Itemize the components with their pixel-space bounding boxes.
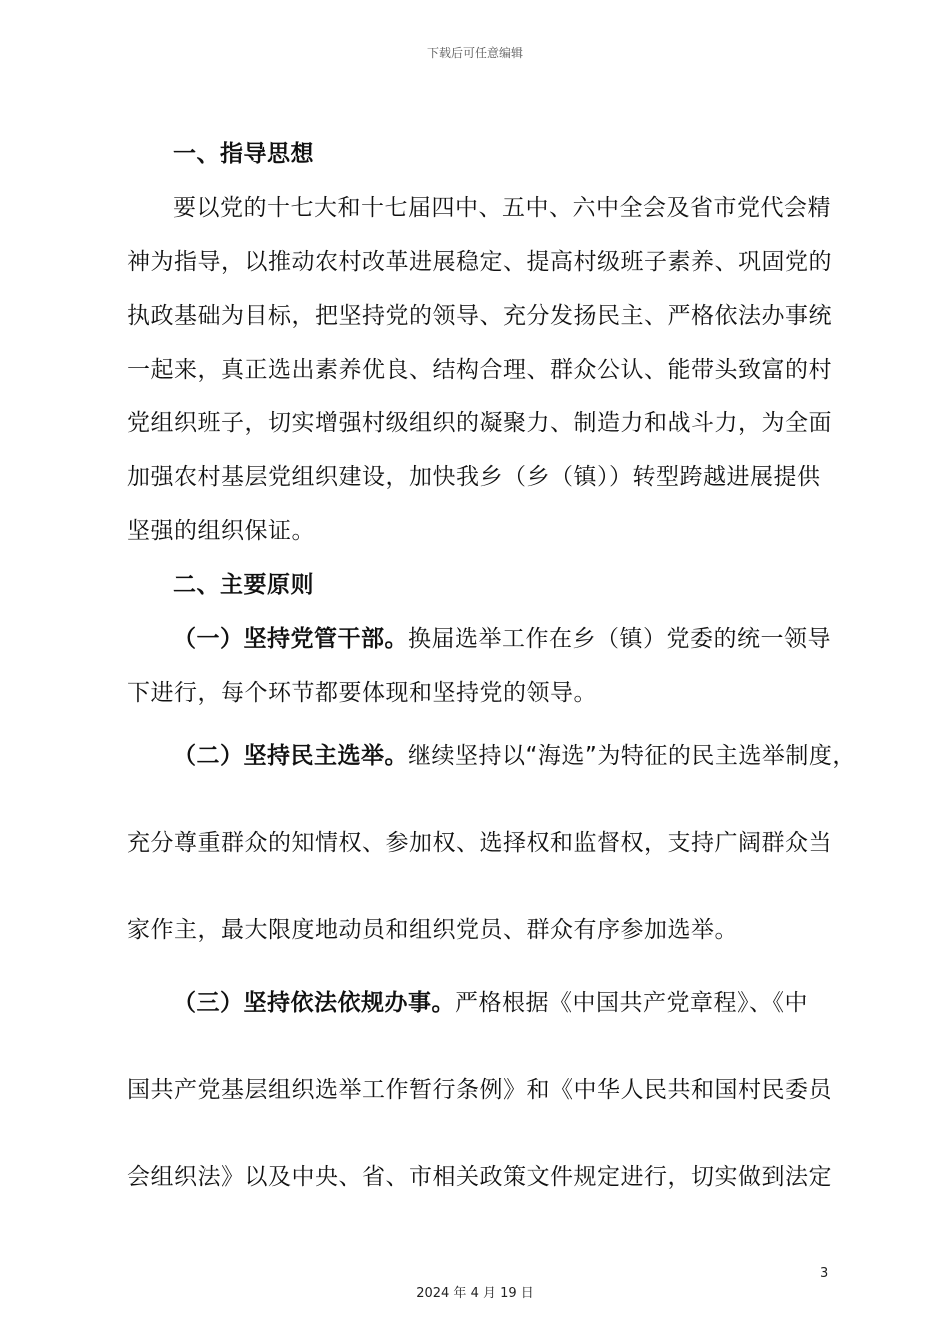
paragraph-line: 神为指导，以推动农村改革进展稳定、提高村级班子素养、巩固党的 [127, 249, 832, 275]
paragraph-line: 一起来，真正选出素养优良、结构合理、群众公认、能带头致富的村 [127, 357, 832, 383]
footer-date: 2024 年 4 月 19 日 [416, 1286, 534, 1301]
principle-1-text: 换届选举工作在乡（镇）党委的统一领导 [408, 626, 831, 652]
section-title-main-principles: 二、主要原则 [173, 572, 314, 598]
principle-1-title: （一）坚持党管干部。 [173, 626, 408, 652]
section-title-guiding-ideology: 一、指导思想 [173, 141, 314, 167]
principle-3-title: （三）坚持依法依规办事。 [173, 990, 455, 1016]
paragraph-line: 坚强的组织保证。 [127, 518, 315, 544]
paragraph-line: 会组织法》以及中央、省、市相关政策文件规定进行，切实做到法定 [127, 1164, 832, 1190]
paragraph-line: 加强农村基层党组织建设，加快我乡（乡（镇））转型跨越进展提供 [127, 464, 821, 490]
principle-3-line [173, 987, 808, 1019]
paragraph-line: 执政基础为目标，把坚持党的领导、充分发扬民主、严格依法办事统 [127, 303, 832, 329]
paragraph-line: 家作主，最大限度地动员和组织党员、群众有序参加选举。 [127, 917, 738, 943]
principle-1-line [173, 623, 831, 655]
page-number: 3 [820, 1266, 829, 1281]
paragraph-line: 国共产党基层组织选举工作暂行条例》和《中华人民共和国村民委员 [127, 1077, 832, 1103]
page-header: 下载后可任意编辑 [426, 46, 523, 60]
principle-2-line [173, 740, 856, 772]
paragraph-line: 要以党的十七大和十七届四中、五中、六中全会及省市党代会精 [173, 195, 831, 221]
principle-3-text: 严格根据《中国共产党章程》、《中 [455, 990, 808, 1016]
paragraph-line: 充分尊重群众的知情权、参加权、选择权和监督权，支持广阔群众当 [127, 830, 832, 856]
principle-2-text: 继续坚持以“海选”为特征的民主选举制度， [408, 743, 856, 769]
principle-2-title: （二）坚持民主选举。 [173, 743, 408, 769]
paragraph-line: 下进行，每个环节都要体现和坚持党的领导。 [127, 680, 597, 706]
paragraph-line: 党组织班子，切实增强村级组织的凝聚力、制造力和战斗力，为全面 [127, 410, 832, 436]
